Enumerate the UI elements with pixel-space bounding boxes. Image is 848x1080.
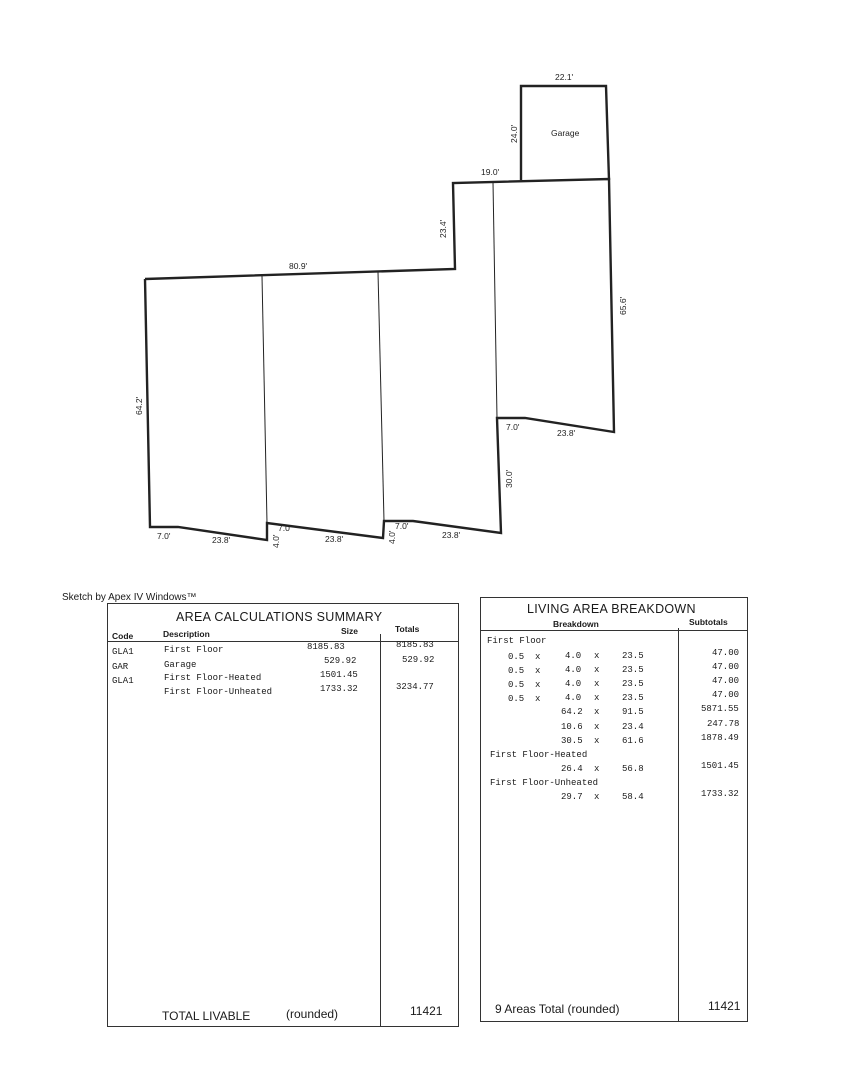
times-sign: x xyxy=(594,665,600,675)
row-code: GAR xyxy=(112,662,129,672)
times-sign: x xyxy=(535,666,541,676)
column-divider xyxy=(380,634,381,1026)
dim-right-side: 65.6' xyxy=(618,296,628,315)
times-sign: x xyxy=(535,694,541,704)
total-livable-note: (rounded) xyxy=(286,1007,339,1021)
col-header-subtotals: Subtotals xyxy=(689,617,728,627)
dim-notch-a: 7.0' xyxy=(395,521,409,531)
summary-title: AREA CALCULATIONS SUMMARY xyxy=(176,610,383,624)
dim-notch-a: 7.0' xyxy=(278,523,292,533)
dim-notch-b: 23.8' xyxy=(557,428,576,438)
row-size: 8185.83 xyxy=(307,642,345,652)
times-sign: x xyxy=(535,680,541,690)
times-sign: x xyxy=(594,764,600,774)
subtotal: 1733.32 xyxy=(701,789,739,799)
factor-b: 10.6 xyxy=(561,722,583,732)
times-sign: x xyxy=(594,722,600,732)
times-sign: x xyxy=(535,652,541,662)
dim-notch-a: 7.0' xyxy=(157,531,171,541)
times-sign: x xyxy=(594,792,600,802)
col-header-size: Size xyxy=(341,626,359,636)
col-header-description: Description xyxy=(163,629,210,639)
dim-step-top: 19.0' xyxy=(481,167,500,177)
subtotal: 1878.49 xyxy=(701,733,739,743)
subtotal: 47.00 xyxy=(712,662,740,672)
row-size: 1733.32 xyxy=(320,684,358,694)
breakdown-title: LIVING AREA BREAKDOWN xyxy=(527,602,696,616)
subtotal: 47.00 xyxy=(712,676,740,686)
row-size: 1501.45 xyxy=(320,670,358,680)
subtotal: 247.78 xyxy=(707,719,740,729)
row-total: 529.92 xyxy=(402,655,435,665)
section-heading: First Floor-Heated xyxy=(490,750,588,760)
row-description: Garage xyxy=(164,660,197,670)
factor-b: 4.0 xyxy=(565,693,582,703)
times-sign: x xyxy=(594,707,600,717)
factor-b: 26.4 xyxy=(561,764,583,774)
dim-notch-a: 7.0' xyxy=(506,422,520,432)
factor-c: 23.5 xyxy=(622,693,644,703)
factor-c: 23.5 xyxy=(622,651,644,661)
factor-c: 56.8 xyxy=(622,764,644,774)
factor-b: 4.0 xyxy=(565,651,582,661)
column-divider xyxy=(678,628,679,1021)
dim-step-side: 23.4' xyxy=(438,219,448,238)
interior-wall xyxy=(493,182,497,418)
living-area-breakdown xyxy=(480,597,748,1022)
dim-notch-b: 23.8' xyxy=(325,534,344,544)
factor-c: 61.6 xyxy=(622,736,644,746)
col-header-totals: Totals xyxy=(395,624,420,634)
total-livable-label: TOTAL LIVABLE xyxy=(162,1009,251,1023)
garage-label: Garage xyxy=(551,128,580,138)
factor-c: 23.4 xyxy=(622,722,644,732)
section-heading: First Floor xyxy=(487,636,547,646)
dim-garage-width: 22.1' xyxy=(555,72,574,82)
row-total: 8185.83 xyxy=(396,640,434,650)
dim-notch-depth: 4.0' xyxy=(271,534,281,548)
total-livable-value: 11421 xyxy=(410,1004,443,1018)
factor-c: 91.5 xyxy=(622,707,644,717)
factor-b: 30.5 xyxy=(561,736,583,746)
interior-wall xyxy=(262,276,267,523)
interior-wall xyxy=(378,272,384,521)
row-description: First Floor-Unheated xyxy=(164,687,273,697)
factor-a: 0.5 xyxy=(508,694,525,704)
dim-top-width: 80.9' xyxy=(289,261,308,271)
header-rule xyxy=(481,630,747,631)
row-description: First Floor-Heated xyxy=(164,673,262,683)
subtotal: 5871.55 xyxy=(701,704,739,714)
row-description: First Floor xyxy=(164,645,224,655)
factor-c: 23.5 xyxy=(622,679,644,689)
factor-b: 64.2 xyxy=(561,707,583,717)
factor-b: 29.7 xyxy=(561,792,583,802)
area-calculations-summary xyxy=(107,603,459,1027)
dim-notch-b: 23.8' xyxy=(212,535,231,545)
factor-c: 58.4 xyxy=(622,792,644,802)
row-code: GLA1 xyxy=(112,676,134,686)
dim-inner-vertical: 30.0' xyxy=(504,469,514,488)
factor-b: 4.0 xyxy=(565,679,582,689)
subtotal: 47.00 xyxy=(712,648,740,658)
factor-b: 4.0 xyxy=(565,665,582,675)
dim-left-side: 64.2' xyxy=(134,396,144,415)
section-heading: First Floor-Unheated xyxy=(490,778,599,788)
factor-a: 0.5 xyxy=(508,666,525,676)
times-sign: x xyxy=(594,651,600,661)
subtotal: 47.00 xyxy=(712,690,740,700)
col-header-code: Code xyxy=(112,631,134,641)
subtotal: 1501.45 xyxy=(701,761,739,771)
sketch-credit: Sketch by Apex IV Windows™ xyxy=(62,592,197,603)
col-header-breakdown: Breakdown xyxy=(553,619,599,629)
dim-notch-depth: 4.0' xyxy=(387,530,397,544)
times-sign: x xyxy=(594,693,600,703)
row-size: 529.92 xyxy=(324,656,357,666)
areas-total-label: 9 Areas Total (rounded) xyxy=(495,1002,620,1016)
factor-a: 0.5 xyxy=(508,680,525,690)
areas-total-value: 11421 xyxy=(708,999,741,1013)
row-code: GLA1 xyxy=(112,647,134,657)
row-total: 3234.77 xyxy=(396,682,434,692)
house-outline xyxy=(145,179,614,540)
factor-a: 0.5 xyxy=(508,652,525,662)
times-sign: x xyxy=(594,679,600,689)
factor-c: 23.5 xyxy=(622,665,644,675)
dim-notch-b: 23.8' xyxy=(442,530,461,540)
times-sign: x xyxy=(594,736,600,746)
dim-garage-depth: 24.0' xyxy=(509,124,519,143)
